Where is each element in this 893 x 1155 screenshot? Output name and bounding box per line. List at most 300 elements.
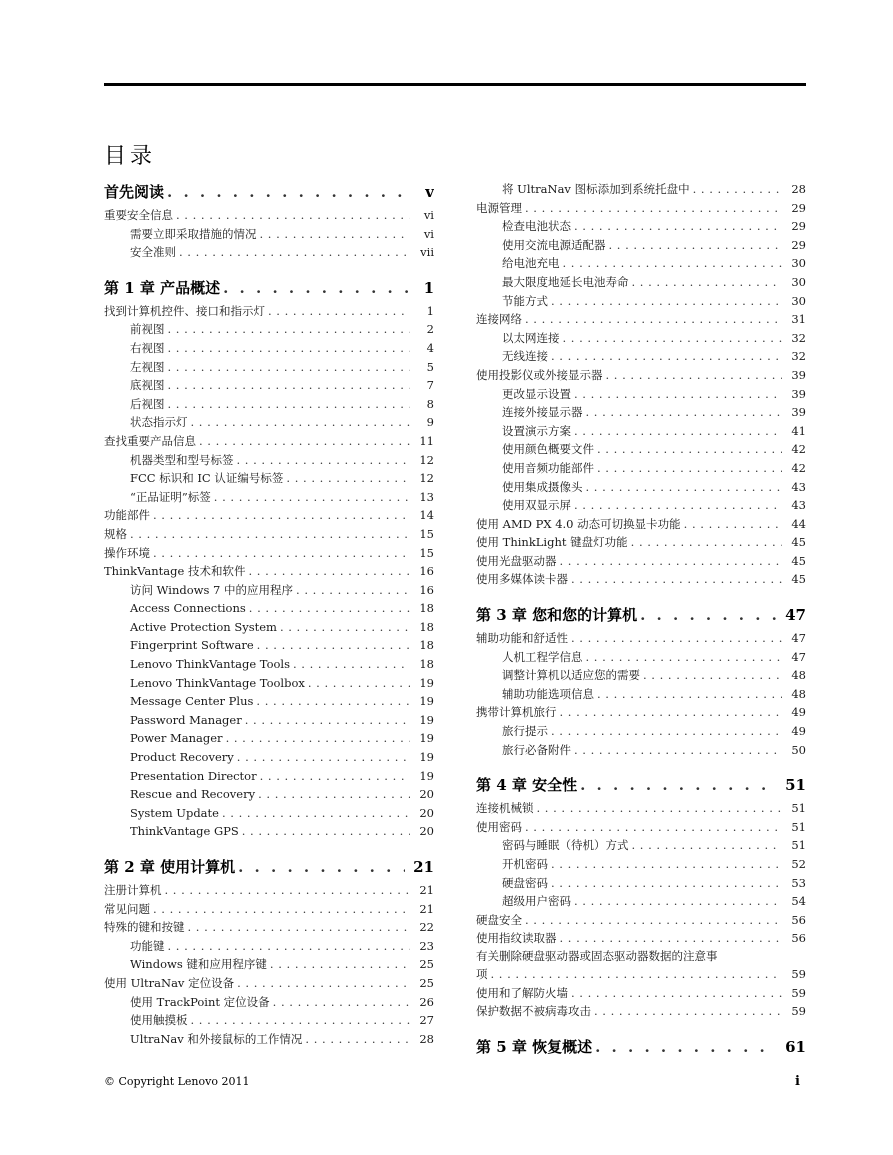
- toc-entry[interactable]: [476, 929, 806, 948]
- toc-entry-page: 16: [419, 564, 434, 579]
- toc-entry-title: 第 5 章 恢复概述: [476, 1037, 593, 1056]
- toc-entry-title: 使用密码: [476, 819, 522, 834]
- dot-leader: [273, 993, 410, 1012]
- toc-subentry[interactable]: [104, 618, 434, 637]
- toc-entry-title: 硬盘密码: [502, 875, 548, 890]
- toc-subentry[interactable]: [104, 804, 434, 823]
- dot-leader: [153, 506, 410, 525]
- toc-entry-title: 保护数据不被病毒攻击: [476, 1004, 591, 1019]
- dot-leader: [632, 273, 783, 292]
- toc-subentry[interactable]: [104, 339, 434, 358]
- toc-entry-title: 使用 UltraNav 定位设备: [104, 975, 235, 990]
- toc-entry-title: 携带计算机旅行: [476, 705, 557, 720]
- toc-entry-page: 39: [791, 367, 806, 382]
- dot-leader: [560, 552, 783, 571]
- toc-entry-title: 使用颜色概要文件: [502, 442, 594, 457]
- toc-entry[interactable]: [476, 366, 806, 385]
- toc-entry-title: 前视图: [130, 322, 165, 337]
- dot-leader: [525, 818, 782, 837]
- toc-entry-page: 30: [791, 274, 806, 289]
- toc-subentry[interactable]: [476, 741, 806, 760]
- toc-entry-title: 使用光盘驱动器: [476, 553, 557, 568]
- toc-entry-page: 18: [419, 619, 434, 634]
- toc-entry-page: 43: [791, 498, 806, 513]
- toc-entry-page: 18: [419, 638, 434, 653]
- dot-leader: [214, 488, 410, 507]
- toc-entry-title: FCC 标识和 IC 认证编号标签: [130, 471, 284, 486]
- toc-entry[interactable]: [476, 1002, 806, 1021]
- toc-entry-title: Lenovo ThinkVantage Toolbox: [130, 675, 305, 690]
- dot-leader: [270, 955, 410, 974]
- toc-chapter-heading[interactable]: [104, 276, 434, 300]
- toc-entry-page: 30: [791, 256, 806, 271]
- toc-subentry[interactable]: [476, 236, 806, 255]
- toc-entry[interactable]: [476, 515, 806, 534]
- toc-entry[interactable]: [104, 881, 434, 900]
- toc-subentry[interactable]: [476, 496, 806, 515]
- toc-entry-page: 20: [419, 824, 434, 839]
- toc-subentry[interactable]: [476, 685, 806, 704]
- toc-subentry[interactable]: [104, 358, 434, 377]
- toc-entry-page: 30: [791, 293, 806, 308]
- toc-entry-title: Fingerprint Software: [130, 638, 254, 653]
- top-rule: [104, 83, 806, 86]
- toc-entry-title: 使用指纹读取器: [476, 931, 557, 946]
- dot-leader: [525, 911, 782, 930]
- toc-chapter-heading[interactable]: [476, 603, 806, 627]
- toc-chapter-heading[interactable]: [476, 1035, 806, 1059]
- dot-leader: [305, 1030, 410, 1049]
- toc-entry-title: 右视图: [130, 340, 165, 355]
- toc-entry-page: 59: [791, 985, 806, 1000]
- toc-entry-title: 超级用户密码: [502, 894, 571, 909]
- toc-entry-title: 功能键: [130, 938, 165, 953]
- dot-leader: [308, 674, 410, 693]
- toc-subentry[interactable]: [104, 655, 434, 674]
- toc-subentry[interactable]: [104, 993, 434, 1012]
- toc-subentry[interactable]: [476, 180, 806, 199]
- toc-entry-page: 29: [791, 219, 806, 234]
- toc-entry-page: vi: [423, 208, 434, 222]
- dot-leader: [237, 974, 410, 993]
- toc-entry-page: 32: [791, 349, 806, 364]
- toc-subentry[interactable]: [476, 874, 806, 893]
- toc-entry-title: 连接外接显示器: [502, 405, 583, 420]
- toc-entry-title: Access Connections: [130, 601, 246, 616]
- toc-subentry[interactable]: [476, 459, 806, 478]
- toc-entry-page: 15: [419, 526, 434, 541]
- dot-leader: [268, 302, 410, 321]
- toc-entry-title: 第 2 章 使用计算机: [104, 858, 236, 876]
- toc-subentry[interactable]: [476, 836, 806, 855]
- dot-leader: [571, 984, 782, 1003]
- toc-entry-page: 28: [791, 182, 806, 196]
- toc-entry-page: 27: [419, 1013, 434, 1028]
- dot-leader: [609, 236, 783, 255]
- toc-entry-title: 第 4 章 安全性: [476, 776, 578, 795]
- toc-entry[interactable]: [476, 911, 806, 930]
- toc-subentry[interactable]: [104, 674, 434, 693]
- toc-entry[interactable]: [476, 799, 806, 818]
- dot-leader: [293, 655, 410, 674]
- toc-entry-page: 16: [419, 582, 434, 597]
- dot-leader: [237, 748, 410, 767]
- toc-entry-title-continued: 项: [476, 966, 488, 981]
- toc-subentry[interactable]: [104, 767, 434, 786]
- toc-entry-page: 50: [791, 742, 806, 757]
- toc-entry-page: 8: [426, 396, 434, 411]
- toc-entry-title: 特殊的键和按键: [104, 920, 185, 935]
- toc-entry-title: 检查电池状态: [502, 219, 571, 234]
- dot-leader: [571, 570, 782, 589]
- toc-entry-title: 使用 AMD PX 4.0 动态可切换显卡功能: [476, 516, 681, 531]
- toc-entry-page: 7: [426, 378, 434, 393]
- dot-leader: [563, 254, 783, 273]
- dot-leader: [188, 918, 411, 937]
- toc-entry-page: 51: [791, 838, 806, 853]
- toc-entry-title: 操作环境: [104, 545, 150, 560]
- dot-leader: [525, 199, 782, 218]
- dot-leader: [165, 881, 411, 900]
- copyright-notice: © Copyright Lenovo 2011: [104, 1075, 250, 1088]
- toc-entry[interactable]: [104, 974, 434, 993]
- toc-subentry[interactable]: [104, 711, 434, 730]
- toc-entry-page: 56: [791, 931, 806, 946]
- toc-entry-page: vii: [420, 245, 434, 260]
- dot-leader: [693, 180, 782, 199]
- toc-subentry[interactable]: [476, 855, 806, 874]
- toc-entry-page: 45: [791, 572, 806, 587]
- dot-leader: [296, 581, 410, 600]
- toc-entry-title: 硬盘安全: [476, 912, 522, 927]
- dot-leader: [560, 703, 783, 722]
- toc-entry-title: 使用交流电源适配器: [502, 237, 606, 252]
- dot-leader: [574, 422, 782, 441]
- page-number: i: [795, 1074, 800, 1089]
- toc-entry-page: 13: [419, 489, 434, 504]
- toc-entry-title: 首先阅读: [104, 183, 165, 201]
- toc-entry-page: 21: [413, 858, 434, 876]
- toc-entry-title: Active Protection System: [130, 619, 277, 634]
- toc-entry[interactable]: [104, 918, 434, 937]
- toc-subentry[interactable]: [104, 1030, 434, 1049]
- dot-leader: [168, 339, 411, 358]
- dot-leader: [571, 629, 782, 648]
- toc-subentry[interactable]: [476, 648, 806, 667]
- dot-leader: [226, 729, 410, 748]
- toc-entry[interactable]: [476, 629, 806, 648]
- toc-entry[interactable]: [476, 948, 806, 984]
- toc-entry-page: 51: [791, 819, 806, 834]
- dot-leader: [537, 799, 783, 818]
- toc-entry-title: 节能方式: [502, 293, 548, 308]
- toc-entry-page: 1: [426, 303, 434, 318]
- toc-entry-page: 29: [791, 200, 806, 215]
- toc-subentry[interactable]: [476, 329, 806, 348]
- toc-right-column: [476, 180, 806, 1061]
- toc-entry-page: 19: [419, 675, 434, 690]
- toc-entry[interactable]: [104, 525, 434, 544]
- toc-entry-page: 21: [419, 883, 434, 897]
- toc-entry-title: Windows 键和应用程序键: [130, 957, 267, 972]
- dot-leader: [168, 376, 411, 395]
- toc-entry[interactable]: [104, 900, 434, 919]
- toc-entry-page: 5: [426, 359, 434, 374]
- dot-leader: [597, 685, 782, 704]
- toc-subentry[interactable]: [104, 395, 434, 414]
- dot-leader: [222, 804, 410, 823]
- toc-subentry[interactable]: [476, 385, 806, 404]
- dot-leader: [286, 469, 410, 488]
- toc-entry-page: 12: [419, 452, 434, 467]
- toc-entry-title: 连接机械锁: [476, 801, 534, 816]
- toc-entry-page: 44: [791, 516, 806, 531]
- toc-entry-title: 规格: [104, 526, 127, 541]
- toc-entry[interactable]: [476, 199, 806, 218]
- toc-entry-title: Rescue and Recovery: [130, 787, 256, 802]
- toc-entry-title: 功能部件: [104, 508, 150, 523]
- toc-entry-page: 49: [791, 705, 806, 720]
- dot-leader: [586, 648, 783, 667]
- dot-leader: [586, 478, 783, 497]
- toc-entry-page: 1: [423, 278, 434, 297]
- toc-subentry[interactable]: [476, 254, 806, 273]
- dot-leader: [560, 929, 783, 948]
- toc-entry-title: 有关删除硬盘驱动器或固态驱动器数据的注意事: [476, 948, 718, 963]
- toc-subentry[interactable]: [104, 488, 434, 507]
- dot-leader: [176, 206, 410, 225]
- toc-subentry[interactable]: [476, 666, 806, 685]
- toc-entry-title: 使用投影仪或外接显示器: [476, 367, 603, 382]
- toc-entry-page: 11: [419, 433, 434, 448]
- toc-entry-page: 47: [791, 631, 806, 646]
- toc-entry-title: 查找重要产品信息: [104, 433, 196, 448]
- dot-leader: [237, 451, 411, 470]
- toc-entry-page: 53: [791, 875, 806, 890]
- toc-entry-title: “正品证明”标签: [130, 489, 211, 504]
- toc-entry[interactable]: [104, 432, 434, 451]
- toc-entry-title: 使用集成摄像头: [502, 479, 583, 494]
- toc-subentry[interactable]: [476, 292, 806, 311]
- toc-entry-title: 无线连接: [502, 349, 548, 364]
- toc-subentry[interactable]: [104, 469, 434, 488]
- toc-entry-page: 19: [419, 694, 434, 709]
- toc-entry-title: 左视图: [130, 359, 165, 374]
- dot-leader: [168, 937, 411, 956]
- toc-subentry[interactable]: [476, 478, 806, 497]
- toc-entry-title: Presentation Director: [130, 768, 257, 783]
- dot-leader: [130, 525, 410, 544]
- toc-subentry[interactable]: [104, 376, 434, 395]
- toc-subentry[interactable]: [104, 785, 434, 804]
- toc-entry-title: 开机密码: [502, 857, 548, 871]
- toc-entry[interactable]: [476, 703, 806, 722]
- toc-entry-page: 22: [419, 920, 434, 935]
- toc-subentry[interactable]: [104, 729, 434, 748]
- dot-leader: [684, 515, 782, 534]
- toc-entry-page: 19: [419, 750, 434, 765]
- toc-entry-title: 状态指示灯: [130, 415, 188, 430]
- toc-entry[interactable]: [104, 206, 434, 225]
- toc-subentry[interactable]: [104, 599, 434, 618]
- toc-entry-title: 安全准则: [130, 245, 176, 260]
- toc-entry-page: 20: [419, 805, 434, 820]
- dot-leader: [580, 773, 777, 797]
- toc-entry-title: 最大限度地延长电池寿命: [502, 274, 629, 289]
- toc-entry-title: 辅助功能选项信息: [502, 686, 594, 701]
- toc-entry-title: 将 UltraNav 图标添加到系统托盘中: [502, 182, 690, 196]
- dot-leader: [491, 965, 783, 984]
- toc-subentry[interactable]: [104, 955, 434, 974]
- dot-leader: [245, 711, 410, 730]
- toc-subentry[interactable]: [104, 243, 434, 262]
- toc-entry-title: 找到计算机控件、接口和指示灯: [104, 303, 265, 318]
- dot-leader: [280, 618, 410, 637]
- dot-leader: [597, 459, 782, 478]
- dot-leader: [258, 785, 410, 804]
- dot-leader: [551, 292, 782, 311]
- toc-entry-title: 密码与睡眠（待机）方式: [502, 838, 629, 853]
- toc-entry-page: 29: [791, 237, 806, 252]
- dot-leader: [606, 366, 783, 385]
- toc-entry-title: 旅行提示: [502, 724, 548, 739]
- toc-chapter-heading[interactable]: [476, 773, 806, 797]
- toc-entry-page: 54: [791, 894, 806, 909]
- toc-subentry[interactable]: [476, 722, 806, 741]
- toc-entry-page: 20: [419, 787, 434, 802]
- toc-subentry[interactable]: [104, 413, 434, 432]
- toc-entry-title: 辅助功能和舒适性: [476, 631, 568, 646]
- toc-entry-page: 48: [791, 668, 806, 683]
- dot-leader: [574, 217, 782, 236]
- toc-entry-title: System Update: [130, 805, 219, 820]
- dot-leader: [153, 544, 410, 563]
- toc-subentry[interactable]: [104, 1011, 434, 1030]
- toc-subentry[interactable]: [104, 937, 434, 956]
- toc-entry[interactable]: [476, 310, 806, 329]
- dot-leader: [586, 403, 783, 422]
- toc-entry-title: 底视图: [130, 378, 165, 393]
- dot-leader: [238, 855, 405, 879]
- toc-entry[interactable]: [476, 818, 806, 837]
- toc-entry-page: 19: [419, 712, 434, 727]
- toc-entry[interactable]: [104, 544, 434, 563]
- toc-chapter-heading[interactable]: [104, 180, 434, 204]
- toc-entry-title: 后视图: [130, 396, 165, 411]
- toc-subentry[interactable]: [476, 422, 806, 441]
- toc-entry[interactable]: [476, 570, 806, 589]
- toc-subentry[interactable]: [476, 440, 806, 459]
- toc-chapter-heading[interactable]: [104, 855, 434, 879]
- toc-subentry[interactable]: [104, 320, 434, 339]
- toc-entry-page: 39: [791, 405, 806, 420]
- toc-entry-page: 2: [426, 322, 434, 337]
- dot-leader: [574, 892, 782, 911]
- dot-leader: [242, 822, 410, 841]
- dot-leader: [574, 496, 782, 515]
- toc-entry-title: 第 3 章 您和您的计算机: [476, 606, 638, 625]
- toc-entry-continuation: [476, 965, 806, 984]
- toc-subentry[interactable]: [476, 347, 806, 366]
- toc-subentry[interactable]: [104, 225, 434, 244]
- toc-entry-title: ThinkVantage 技术和软件: [104, 564, 246, 579]
- toc-entry-title: 使用 ThinkLight 键盘灯功能: [476, 535, 628, 550]
- dot-leader: [551, 874, 782, 893]
- toc-entry-page: 43: [791, 479, 806, 494]
- toc-entry-page: vi: [423, 226, 434, 241]
- toc-entry[interactable]: [476, 533, 806, 552]
- dot-leader: [594, 1002, 782, 1021]
- toc-subentry[interactable]: [104, 451, 434, 470]
- toc-entry-title: 机器类型和型号标签: [130, 452, 234, 467]
- toc-subentry[interactable]: [104, 748, 434, 767]
- toc-subentry[interactable]: [476, 403, 806, 422]
- toc-entry-page: 42: [791, 460, 806, 475]
- toc-entry-title: Message Center Plus: [130, 694, 254, 709]
- dot-leader: [525, 310, 782, 329]
- toc-subentry[interactable]: [476, 892, 806, 911]
- toc-entry[interactable]: [104, 562, 434, 581]
- toc-entry-page: 19: [419, 731, 434, 746]
- toc-entry-title: 使用多媒体读卡器: [476, 572, 568, 587]
- dot-leader: [168, 395, 411, 414]
- toc-entry[interactable]: [476, 552, 806, 571]
- toc-entry-title: 重要安全信息: [104, 208, 173, 222]
- dot-leader: [260, 767, 410, 786]
- toc-entry-page: 23: [419, 938, 434, 953]
- toc-entry-title: 设置演示方案: [502, 423, 571, 438]
- toc-subentry[interactable]: [104, 692, 434, 711]
- toc-subentry[interactable]: [476, 217, 806, 236]
- toc-entry-title: 电源管理: [476, 200, 522, 215]
- toc-entry-page: 12: [419, 471, 434, 486]
- dot-leader: [168, 320, 411, 339]
- toc-entry-title: 更改显示设置: [502, 386, 571, 401]
- dot-leader: [223, 276, 408, 300]
- toc-entry-title: 给电池充电: [502, 256, 560, 271]
- toc-entry[interactable]: [104, 506, 434, 525]
- toc-entry-title: 访问 Windows 7 中的应用程序: [130, 582, 294, 597]
- toc-subentry[interactable]: [104, 581, 434, 600]
- toc-entry-page: 28: [419, 1031, 434, 1046]
- toc-entry-page: 45: [791, 553, 806, 568]
- toc-entry-page: 59: [791, 966, 806, 981]
- toc-entry[interactable]: [476, 984, 806, 1003]
- toc-entry-page: 26: [419, 994, 434, 1009]
- dot-leader: [153, 900, 410, 919]
- toc-entry-title: 常见问题: [104, 901, 150, 916]
- toc-entry-title: 第 1 章 产品概述: [104, 278, 221, 297]
- toc-subentry[interactable]: [104, 636, 434, 655]
- toc-left-column: [104, 180, 434, 1048]
- toc-entry-title: 需要立即采取措施的情况: [130, 226, 257, 241]
- toc-entry-page: 47: [785, 606, 806, 625]
- toc-entry-page: 14: [419, 508, 434, 523]
- toc-entry[interactable]: [104, 302, 434, 321]
- dot-leader: [640, 603, 777, 627]
- dot-leader: [168, 358, 411, 377]
- toc-entry-page: 18: [419, 601, 434, 616]
- toc-entry-title: Product Recovery: [130, 750, 234, 765]
- toc-entry-title: 使用触摸板: [130, 1013, 188, 1028]
- toc-entry-page: 47: [791, 649, 806, 664]
- toc-entry-title: Power Manager: [130, 731, 223, 746]
- dot-leader: [632, 836, 783, 855]
- toc-subentry[interactable]: [104, 822, 434, 841]
- toc-subentry[interactable]: [476, 273, 806, 292]
- dot-leader: [249, 599, 410, 618]
- toc-entry-title: 使用和了解防火墙: [476, 985, 568, 1000]
